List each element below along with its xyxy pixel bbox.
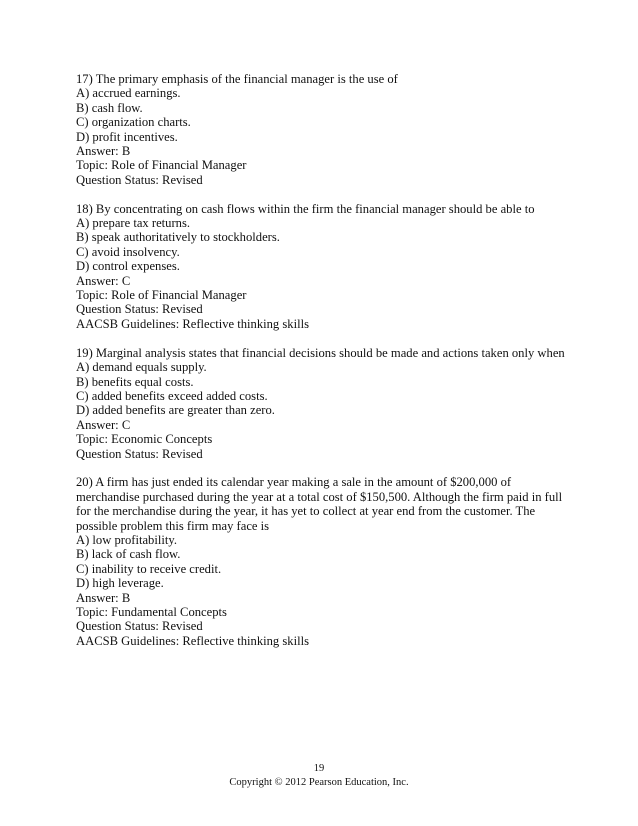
- question-status: Question Status: Revised: [76, 619, 203, 634]
- option-d: D) added benefits are greater than zero.: [76, 403, 275, 418]
- page-number: 19: [313, 763, 325, 774]
- question-status: Question Status: Revised: [76, 446, 203, 461]
- option-d: D) high leverage.: [76, 576, 164, 591]
- option-b: B) benefits equal costs.: [76, 374, 194, 389]
- topic: Topic: Role of Financial Manager: [76, 158, 247, 173]
- option-a: A) accrued earnings.: [76, 86, 181, 101]
- question-stem-line: for the merchandise during the year, it has yet to collect at year end from the customer. The: [76, 504, 536, 519]
- question-18: [76, 202, 576, 332]
- aacsb-guidelines: AACSB Guidelines: Reflective thinking skills: [76, 316, 309, 331]
- question-17: [76, 72, 576, 187]
- copyright-notice: Copyright © 2012 Pearson Education, Inc.: [229, 777, 409, 788]
- option-b: B) lack of cash flow.: [76, 547, 181, 562]
- option-d: D) control expenses.: [76, 259, 180, 274]
- option-c: C) organization charts.: [76, 115, 191, 130]
- question-stem-line: possible problem this firm may face is: [76, 518, 270, 533]
- question-stem-line: merchandise purchased during the year at a total cost of $150,500. Although the firm paid in full: [76, 489, 563, 504]
- question-stem: 18) By concentrating on cash flows within the firm the financial manager should be able to: [76, 201, 535, 216]
- question-stem: 17) The primary emphasis of the financial manager is the use of: [76, 72, 398, 86]
- option-c: C) avoid insolvency.: [76, 244, 180, 259]
- answer: Answer: C: [76, 417, 131, 432]
- topic: Topic: Economic Concepts: [76, 432, 213, 447]
- option-b: B) speak authoritatively to stockholders.: [76, 230, 280, 245]
- question-status: Question Status: Revised: [76, 302, 203, 317]
- answer: Answer: B: [76, 590, 131, 605]
- question-stem: 19) Marginal analysis states that financial decisions should be made and actions taken only when: [76, 345, 565, 360]
- option-a: A) demand equals supply.: [76, 360, 207, 375]
- answer: Answer: C: [76, 273, 131, 288]
- question-19: [76, 346, 576, 461]
- question-stem-line: 20) A firm has just ended its calendar year making a sale in the amount of $200,000 of: [76, 475, 512, 490]
- question-20: [76, 475, 576, 648]
- topic: Topic: Fundamental Concepts: [76, 604, 227, 619]
- option-b: B) cash flow.: [76, 100, 143, 115]
- option-c: C) added benefits exceed added costs.: [76, 388, 268, 403]
- option-a: A) prepare tax returns.: [76, 216, 190, 231]
- option-a: A) low profitability.: [76, 532, 177, 547]
- question-list: [76, 72, 576, 663]
- answer: Answer: B: [76, 144, 131, 159]
- option-d: D) profit incentives.: [76, 129, 178, 144]
- question-status: Question Status: Revised: [76, 172, 203, 187]
- option-c: C) inability to receive credit.: [76, 561, 222, 576]
- topic: Topic: Role of Financial Manager: [76, 288, 247, 303]
- aacsb-guidelines: AACSB Guidelines: Reflective thinking skills: [76, 633, 309, 648]
